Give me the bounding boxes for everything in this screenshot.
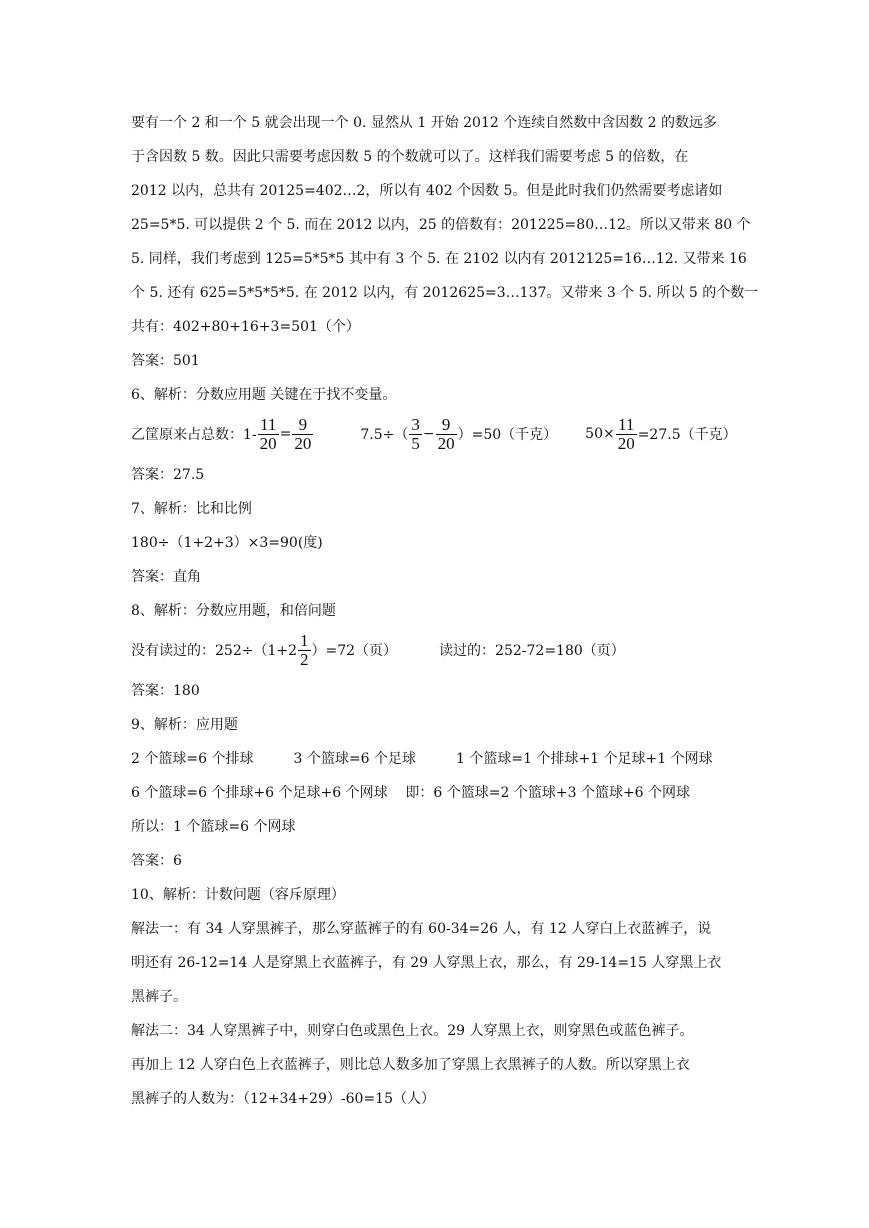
p9-line-3: 所以：1 个篮球=6 个网球 xyxy=(131,819,296,835)
p6-title: 6、解析：分数应用题 关键在于找不变量。 xyxy=(131,387,397,403)
p6-fraction-1-den: 20 xyxy=(259,433,277,453)
p6-equals: = xyxy=(279,426,292,442)
p8-answer: 答案：180 xyxy=(131,683,200,699)
p5-line-5: 5. 同样，我们考虑到 125=5*5*5 其中有 3 个 5. 在 2102 以内有 2012125=16…12. 又带来 16 xyxy=(131,251,747,267)
p6-fraction-1-num: 11 xyxy=(259,414,277,434)
p5-line-2: 于含因数 5 数。因此只需要考虑因数 5 的个数就可以了。这样我们需要考虑 5 的倍数，在 xyxy=(131,149,689,165)
p6-formula-c-suffix: =27.5（千克） xyxy=(637,427,737,443)
p6-minus: − xyxy=(422,426,435,442)
p8-formula-a-suffix: ）=72（页） xyxy=(311,643,398,659)
p8-formula-line xyxy=(131,628,625,672)
p6-answer: 答案：27.5 xyxy=(131,467,205,483)
p10-title: 10、解析：计数问题（容斥原理） xyxy=(131,887,345,903)
p5-line-6: 个 5. 还有 625=5*5*5*5. 在 2012 以内，有 2012625=3…137。又带来 3 个 5. 所以 5 的个数一 xyxy=(131,285,759,301)
p6-formula-c-prefix: 50× xyxy=(585,426,615,442)
p7-title: 7、解析：比和比例 xyxy=(131,501,252,517)
p6-fraction-5-num: 11 xyxy=(618,414,635,434)
p8-formula-a-prefix: 没有读过的：252÷（1+2 xyxy=(131,643,297,659)
p6-fraction-4-num: 9 xyxy=(441,414,451,434)
p8-fraction-den: 2 xyxy=(300,649,309,669)
p6-fraction-2 xyxy=(292,416,313,453)
p10-line-5: 再加上 12 人穿白色上衣蓝裤子，则比总人数多加了穿黑上衣黑裤子的人数。所以穿黑上衣 xyxy=(131,1057,690,1073)
p8-fraction-num: 1 xyxy=(300,630,309,650)
p6-fraction-5 xyxy=(616,416,637,453)
p10-line-6: 黑裤子的人数为：（12+34+29）-60=15（人） xyxy=(131,1091,435,1107)
p6-formula-b-suffix: ）=50（千克） xyxy=(457,427,558,443)
p9-line-2: 6 个篮球=6 个排球+6 个足球+6 个网球 即：6 个篮球=2 个篮球+3 个篮球+6 个网球 xyxy=(131,785,691,801)
p6-fraction-3-den: 5 xyxy=(411,433,420,453)
p6-fraction-5-den: 20 xyxy=(617,433,635,453)
p5-line-3: 2012 以内，总共有 20125=402…2，所以有 402 个因数 5。但是此时我们仍然需要考虑诸如 xyxy=(131,183,723,199)
p8-fraction xyxy=(298,632,311,669)
p6-fraction-4 xyxy=(436,416,457,453)
p6-formula-a-prefix: 乙筐原来占总数：1- xyxy=(131,427,257,443)
p5-line-4: 25=5*5. 可以提供 2 个 5. 而在 2012 以内，25 的倍数有：201225=80…12。所以又带来 80 个 xyxy=(131,217,751,233)
p5-line-7: 共有：402+80+16+3=501（个） xyxy=(131,319,360,335)
p9-title: 9、解析：应用题 xyxy=(131,717,238,733)
p5-line-1: 要有一个 2 和一个 5 就会出现一个 0. 显然从 1 开始 2012 个连续自然数中含因数 2 的数远多 xyxy=(131,115,718,131)
p9-line-1: 2 个篮球=6 个排球 3 个篮球=6 个足球 1 个篮球=1 个排球+1 个足球+1 个网球 xyxy=(131,751,713,767)
p9-answer: 答案：6 xyxy=(131,853,182,869)
p6-fraction-2-den: 20 xyxy=(294,433,312,453)
p7-answer: 答案：直角 xyxy=(131,569,201,585)
p6-fraction-4-den: 20 xyxy=(437,433,455,453)
p10-line-1: 解法一：有 34 人穿黑裤子，那么穿蓝裤子的有 60-34=26 人，有 12 人穿白上衣蓝裤子，说 xyxy=(131,921,712,937)
p6-fraction-2-num: 9 xyxy=(298,414,308,434)
p10-line-3: 黑裤子。 xyxy=(131,989,187,1005)
p6-formula-b-prefix: 7.5÷（ xyxy=(360,427,409,443)
p6-fraction-3 xyxy=(409,416,422,453)
p7-line-1: 180÷（1+2+3）×3=90(度) xyxy=(131,535,323,551)
p8-formula-b: 读过的：252-72=180（页） xyxy=(439,643,625,659)
p10-line-4: 解法二：34 人穿黑裤子中，则穿白色或黑色上衣。29 人穿黑上衣，则穿黑色或蓝色裤子。 xyxy=(131,1023,694,1039)
p10-line-2: 明还有 26-12=14 人是穿黑上衣蓝裤子，有 29 人穿黑上衣，那么，有 29-14=15 人穿黑上衣 xyxy=(131,955,722,971)
p6-fraction-3-num: 3 xyxy=(411,414,420,434)
p6-formula-line xyxy=(131,412,737,456)
p5-answer: 答案：501 xyxy=(131,353,200,369)
p6-fraction-1 xyxy=(258,416,279,453)
p8-title: 8、解析：分数应用题，和倍问题 xyxy=(131,603,336,619)
